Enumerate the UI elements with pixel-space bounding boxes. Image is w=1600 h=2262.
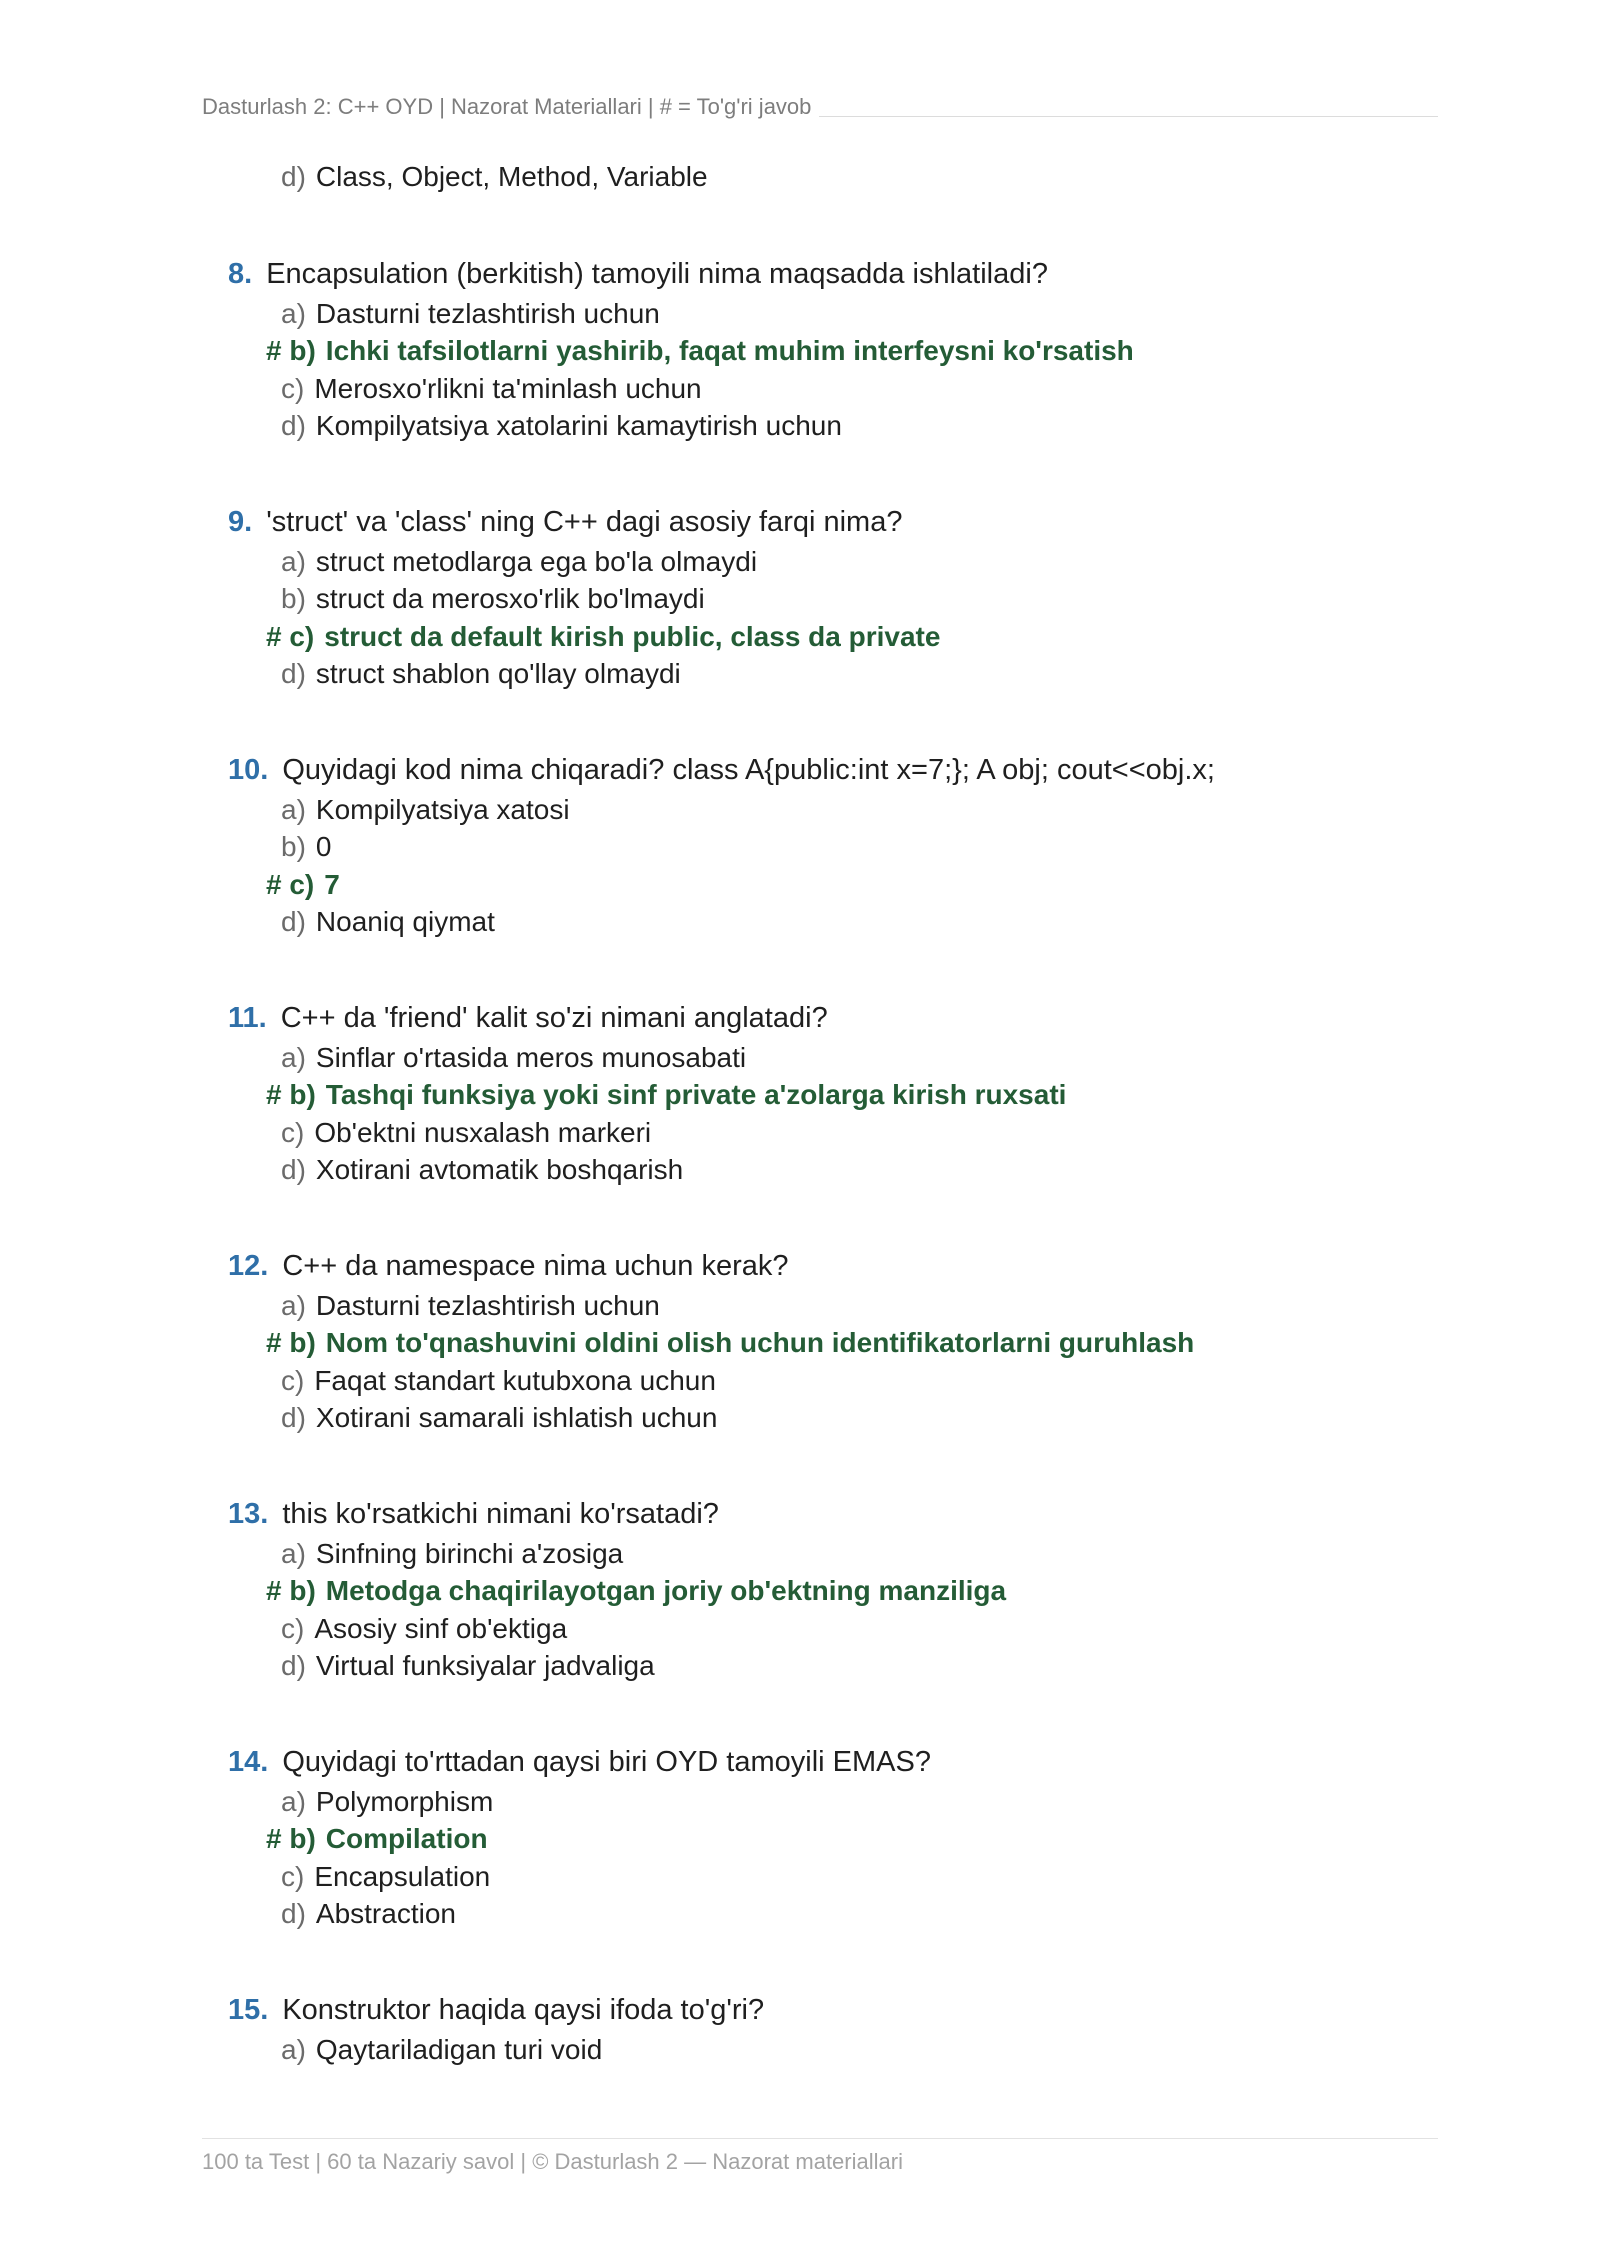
correct-answer-mark: # (266, 1079, 282, 1111)
question-number: 14. (228, 1746, 269, 1778)
option-row (281, 1612, 567, 1646)
option-letter: a) (281, 794, 306, 825)
option-row (281, 1537, 623, 1571)
page-header (202, 94, 1438, 120)
option-row (281, 2033, 602, 2067)
question-2 (228, 504, 902, 540)
question-number: 13. (228, 1498, 269, 1530)
header-rule (819, 116, 1438, 117)
question-4 (228, 1000, 828, 1036)
correct-answer-mark: # (266, 1823, 282, 1855)
option-letter: d) (281, 161, 306, 192)
option-row (281, 372, 702, 406)
option-letter: d) (281, 1153, 306, 1185)
correct-option-row (266, 1574, 1006, 1608)
option-letter: b) (281, 831, 306, 863)
option-row (281, 409, 842, 443)
option-row (281, 160, 708, 194)
option-row (281, 1897, 456, 1931)
option-row (281, 297, 660, 331)
option-row (281, 657, 681, 691)
option-text: Ob'ektni nusxalash markeri (314, 1116, 652, 1148)
footer-text: 100 ta Test | 60 ta Nazariy savol | © Dasturlash 2 — Nazorat materiallari (202, 2149, 903, 2174)
question-text: C++ da namespace nima uchun kerak? (282, 1250, 789, 1282)
option-row (281, 582, 705, 616)
option-text: Encapsulation (314, 1860, 491, 1892)
option-text: 7 (324, 868, 340, 900)
question-7 (228, 1744, 931, 1780)
option-text: struct da default kirish public, class da private (324, 620, 941, 652)
option-text: Compilation (325, 1823, 488, 1855)
option-row (281, 1649, 655, 1683)
correct-option-row (266, 620, 940, 654)
option-text: Tashqi funksiya yoki sinf private a'zolarga kirish ruxsati (325, 1079, 1067, 1111)
correct-option-row (266, 1326, 1194, 1360)
option-letter: c) (289, 868, 315, 900)
option-text: Kompilyatsiya xatolarini kamaytirish uchun (315, 409, 842, 441)
correct-answer-mark: # (266, 620, 282, 652)
option-letter: c) (281, 1612, 305, 1644)
option-letter: c) (281, 1860, 305, 1892)
option-letter: d) (281, 657, 306, 689)
option-text: Kompilyatsiya xatosi (315, 794, 570, 825)
correct-answer-mark: # (266, 1327, 282, 1359)
option-row (281, 1860, 490, 1894)
option-letter: a) (281, 2034, 306, 2065)
option-letter: b) (289, 1575, 316, 1607)
option-row (281, 793, 570, 827)
option-letter: d) (281, 409, 306, 441)
question-5 (228, 1248, 789, 1284)
option-letter: c) (281, 372, 305, 404)
option-text: Asosiy sinf ob'ektiga (314, 1612, 568, 1644)
option-text: Virtual funksiyalar jadvaliga (315, 1649, 655, 1681)
option-row (281, 905, 495, 939)
option-letter: d) (281, 1897, 306, 1929)
question-number: 8. (228, 258, 253, 290)
option-row (281, 1289, 660, 1323)
option-text: Metodga chaqirilayotgan joriy ob'ektning manziliga (325, 1575, 1007, 1607)
option-letter: b) (289, 1079, 316, 1111)
option-row (281, 1153, 683, 1187)
option-text: Noaniq qiymat (315, 905, 495, 937)
question-number: 15. (228, 1994, 269, 2026)
option-row (281, 830, 331, 864)
option-letter: b) (281, 583, 306, 615)
option-text: Xotirani avtomatik boshqarish (315, 1153, 684, 1185)
option-text: struct shablon qo'llay olmaydi (315, 657, 681, 689)
option-letter: a) (281, 1042, 306, 1073)
question-text: Encapsulation (berkitish) tamoyili nima maqsadda ishlatiladi? (266, 258, 1048, 290)
correct-answer-mark: # (266, 335, 282, 367)
option-row (281, 545, 757, 579)
question-3 (228, 752, 1215, 788)
question-text: Quyidagi to'rttadan qaysi biri OYD tamoyili EMAS? (282, 1746, 931, 1778)
correct-option-row (266, 1078, 1066, 1112)
option-row (281, 1401, 717, 1435)
option-row (281, 1116, 651, 1150)
option-letter: a) (281, 1538, 306, 1569)
option-letter: b) (289, 1823, 316, 1855)
option-text: Nom to'qnashuvini oldini olish uchun identifikatorlarni guruhlash (325, 1327, 1195, 1359)
correct-option-row (266, 868, 340, 902)
question-text: Konstruktor haqida qaysi ifoda to'g'ri? (282, 1994, 765, 2026)
option-letter: d) (281, 1649, 306, 1681)
question-number: 11. (228, 1002, 267, 1034)
question-8 (228, 1992, 764, 2028)
question-text: C++ da 'friend' kalit so'zi nimani anglatadi? (280, 1002, 828, 1034)
option-text: Sinflar o'rtasida meros munosabati (315, 1042, 747, 1073)
option-row (281, 1785, 493, 1819)
option-letter: c) (281, 1116, 305, 1148)
correct-answer-mark: # (266, 1575, 282, 1607)
option-letter: c) (281, 1364, 305, 1396)
option-letter: c) (289, 620, 315, 652)
question-6 (228, 1496, 719, 1532)
footer-rule (202, 2138, 1438, 2139)
option-text: Abstraction (315, 1897, 456, 1929)
question-text: Quyidagi kod nima chiqaradi? class A{public:int x=7;}; A obj; cout<<obj.x; (282, 754, 1215, 786)
option-text: Sinfning birinchi a'zosiga (315, 1538, 624, 1569)
option-letter: a) (281, 1290, 306, 1321)
correct-option-row (266, 1822, 488, 1856)
option-text: Polymorphism (315, 1786, 494, 1817)
option-text: Qaytariladigan turi void (315, 2034, 603, 2065)
option-text: Xotirani samarali ishlatish uchun (315, 1401, 718, 1433)
option-letter: d) (281, 1401, 306, 1433)
option-text: Class, Object, Method, Variable (315, 161, 708, 192)
option-text: struct da merosxo'rlik bo'lmaydi (315, 583, 705, 615)
question-number: 10. (228, 754, 269, 786)
option-text: struct metodlarga ega bo'la olmaydi (315, 546, 758, 577)
option-text: 0 (315, 831, 332, 863)
option-letter: a) (281, 1786, 306, 1817)
question-number: 9. (228, 506, 253, 538)
question-number: 12. (228, 1250, 269, 1282)
question-1 (228, 256, 1048, 292)
option-letter: b) (289, 1327, 316, 1359)
option-letter: a) (281, 298, 306, 329)
header-text: Dasturlash 2: C++ OYD | Nazorat Materiallari | # = To'g'ri javob (202, 94, 812, 119)
option-text: Merosxo'rlikni ta'minlash uchun (314, 372, 702, 404)
page-footer (202, 2138, 1438, 2175)
option-text: Ichki tafsilotlarni yashirib, faqat muhim interfeysni ko'rsatish (325, 335, 1134, 367)
option-text: Dasturni tezlashtirish uchun (315, 298, 660, 329)
option-letter: a) (281, 546, 306, 577)
option-letter: d) (281, 905, 306, 937)
option-letter: b) (289, 335, 316, 367)
question-text: 'struct' va 'class' ning C++ dagi asosiy farqi nima? (266, 506, 903, 538)
correct-option-row (266, 334, 1134, 368)
option-text: Dasturni tezlashtirish uchun (315, 1290, 660, 1321)
option-text: Faqat standart kutubxona uchun (314, 1364, 716, 1396)
correct-answer-mark: # (266, 868, 282, 900)
question-text: this ko'rsatkichi nimani ko'rsatadi? (282, 1498, 719, 1530)
option-row (281, 1364, 716, 1398)
option-row (281, 1041, 746, 1075)
